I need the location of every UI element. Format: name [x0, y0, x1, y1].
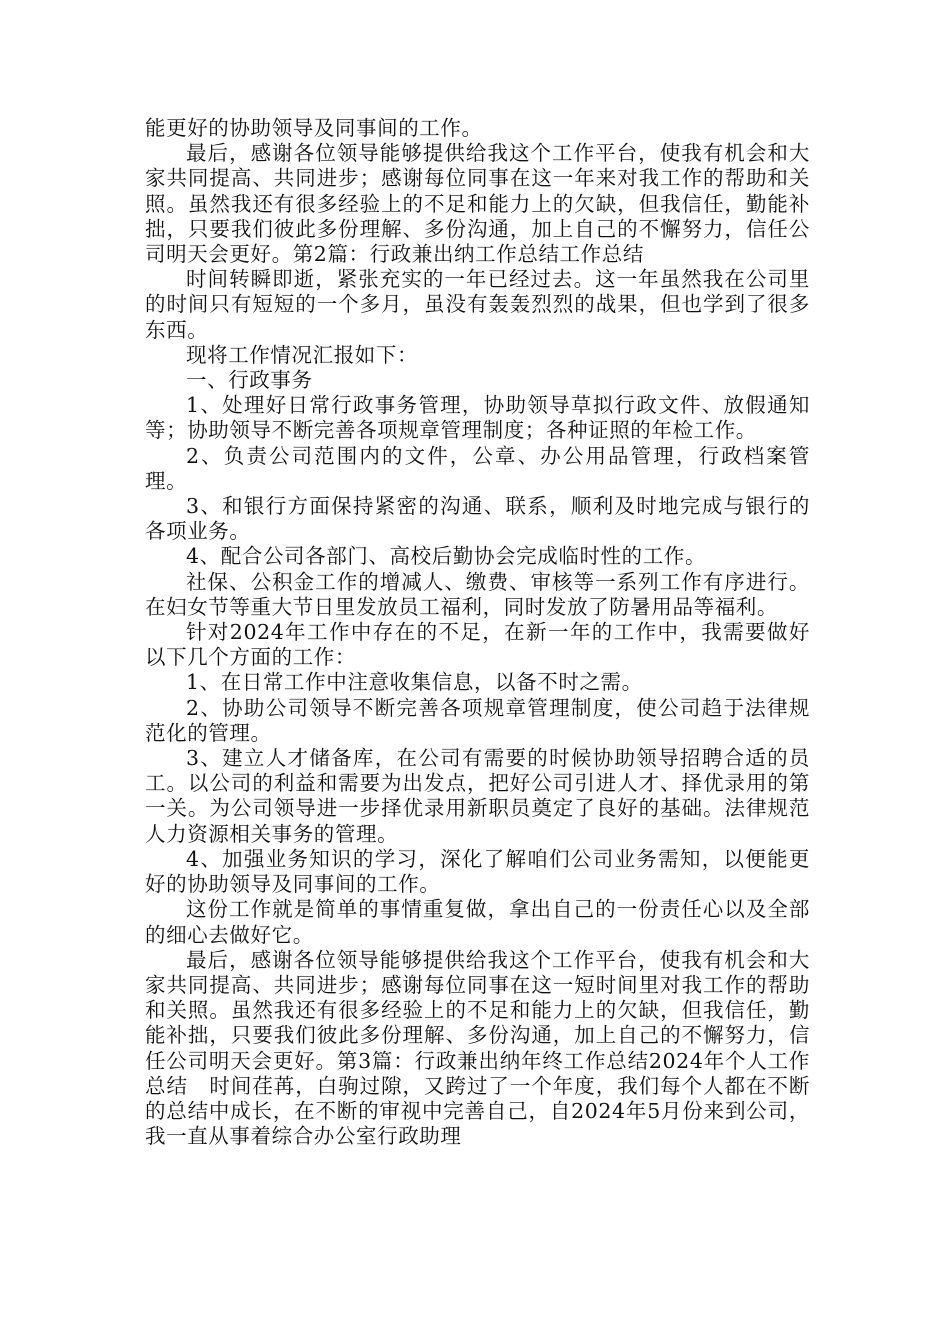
list-item-admin-1: 1、处理好日常行政事务管理，协助领导草拟行政文件、放假通知等；协助领导不断完善各项规章管理制度；各种证照的年检工作。: [145, 393, 810, 443]
list-item-plan-3: 3、建立人才储备库，在公司有需要的时候协助领导招聘合适的员工。以公司的利益和需要为出发点，把好公司引进人才、择优录用的第一关。为公司领导进一步择优录用新职员奠定了良好的基础。法律规范人力资源相关事务的管理。: [145, 746, 810, 846]
paragraph-responsibility: 这份工作就是简单的事情重复做，拿出自己的一份责任心以及全部的细心去做好它。: [145, 897, 810, 947]
paragraph-closing-thanks-1: 最后，感谢各位领导能够提供给我这个工作平台，使我有机会和大家共同提高、共同进步；感谢每位同事在这一年来对我工作的帮助和关照。虽然我还有很多经验上的不足和能力上的欠缺，但我信任，勤能补拙，只要我们彼此多份理解、多份沟通，加上自己的不懈努力，信任公司明天会更好。第2篇：行政兼出纳工作总结工作总结: [145, 141, 810, 267]
list-item-admin-4: 4、配合公司各部门、高校后勤协会完成临时性的工作。: [186, 544, 707, 569]
document-body: [145, 116, 810, 1149]
paragraph-continuation: 能更好的协助领导及同事间的工作。: [145, 116, 483, 140]
list-item-admin-2: 2、负责公司范围内的文件，公章、办公用品管理，行政档案管理。: [145, 443, 810, 493]
paragraph-improvement-lead: 针对2024年工作中存在的不足，在新一年的工作中，我需要做好以下几个方面的工作：: [145, 620, 810, 670]
paragraph-closing-thanks-2: 最后，感谢各位领导能够提供给我这个工作平台，使我有机会和大家共同提高、共同进步；感谢每位同事在这一短时间里对我工作的帮助和关照。虽然我还有很多经验上的不足和能力上的欠缺，但我信任，勤能补拙，只要我们彼此多份理解、多份沟通，加上自己的不懈努力，信任公司明天会更好。第3篇：行政兼出纳年终工作总结2024年个人工作总结 时间荏苒，白驹过隙，又跨过了一个年度，我们每个人都在不断的总结中成长，在不断的审视中完善自己，自2024年5月份来到公司，我一直从事着综合办公室行政助理: [145, 947, 810, 1149]
paragraph-report-lead: 现将工作情况汇报如下：: [186, 342, 419, 367]
list-item-plan-1: 1、在日常工作中注意收集信息，以备不时之需。: [186, 670, 643, 695]
section-heading-admin: 一、行政事务: [186, 368, 313, 393]
list-item-plan-4: 4、加强业务知识的学习，深化了解咱们公司业务需知，以便能更好的协助领导及同事间的工作。: [145, 846, 810, 897]
paragraph-intro: 时间转瞬即逝，紧张充实的一年已经过去。这一年虽然我在公司里的时间只有短短的一个多月，虽没有轰轰烈烈的战果，但也学到了很多东西。: [145, 267, 810, 342]
list-item-admin-3: 3、和银行方面保持紧密的沟通、联系，顺利及时地完成与银行的各项业务。: [145, 494, 810, 544]
paragraph-social-security: 社保、公积金工作的增减人、缴费、审核等一系列工作有序进行。在妇女节等重大节日里发放员工福利，同时发放了防暑用品等福利。: [145, 569, 810, 619]
list-item-plan-2: 2、协助公司领导不断完善各项规章管理制度，使公司趋于法律规范化的管理。: [145, 695, 810, 745]
